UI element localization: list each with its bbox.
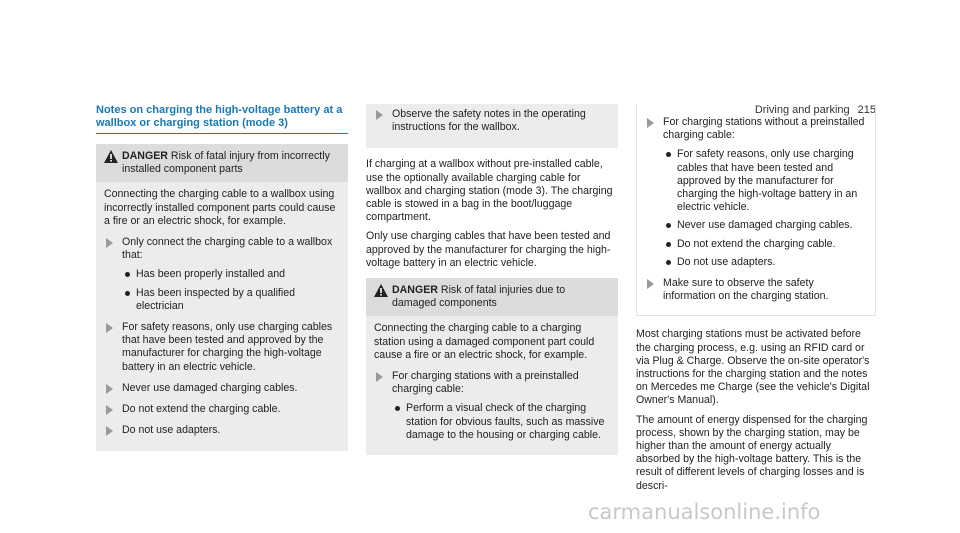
continuation-box bbox=[366, 104, 618, 148]
step-item bbox=[104, 403, 340, 416]
bullet-list bbox=[374, 402, 610, 442]
paragraph: The amount of energy dispensed for the charging process, shown by the charging station, may be higher than the amount of energy actually absorbed by the high-voltage battery. This is the result of different levels of charging losses and is descri- bbox=[636, 413, 868, 492]
arrow-icon bbox=[376, 372, 383, 382]
step-item bbox=[645, 116, 867, 142]
step-item bbox=[374, 370, 610, 396]
warning-icon bbox=[374, 284, 388, 297]
warning-icon bbox=[104, 150, 118, 163]
danger-paragraph: Connecting the charging cable to a charging station using a damaged component part could cause a fire or an electric shock, for example. bbox=[374, 322, 595, 361]
arrow-icon bbox=[106, 384, 113, 394]
paragraph: Only use charging cables that have been tested and approved by the manufacturer for charging the high-voltage battery in an electric vehicle. bbox=[366, 230, 611, 269]
title-line-1: Notes on charging the high-voltage battery at a bbox=[96, 104, 343, 116]
arrow-icon bbox=[376, 110, 383, 120]
danger-body bbox=[96, 182, 348, 451]
step-item bbox=[104, 382, 340, 395]
arrow-icon bbox=[106, 238, 113, 248]
paragraph: If charging at a wallbox without pre-installed cable, use the optionally available charging cable for wallbox and charging station (mode 3). The charging cable is stowed in a bag in the boot/luggage compartment. bbox=[366, 158, 613, 224]
column-3 bbox=[636, 104, 876, 499]
step-text: For charging stations without a preinstalled charging cable: bbox=[663, 116, 865, 142]
step-item bbox=[645, 277, 867, 303]
watermark: carmanualsonline.info bbox=[588, 500, 821, 524]
step-text: Observe the safety notes in the operating instructions for the wallbox. bbox=[392, 108, 586, 134]
list-item: Has been properly installed and bbox=[122, 268, 340, 281]
danger-text: Risk of fatal injuries due to damaged components bbox=[392, 284, 566, 310]
danger-label: DANGER bbox=[122, 150, 168, 162]
list-item: Never use damaged charging cables. bbox=[663, 219, 867, 232]
list-item: For safety reasons, only use charging cables that have been tested and approved by the manufacturer for charging the high-voltage battery in an electric vehicle. bbox=[663, 148, 867, 214]
danger-box-1 bbox=[96, 144, 348, 451]
arrow-icon bbox=[647, 118, 654, 128]
continuation-box bbox=[636, 104, 876, 316]
step-text: Do not extend the charging cable. bbox=[122, 403, 281, 416]
danger-box-2 bbox=[366, 278, 618, 455]
column-2 bbox=[366, 104, 618, 455]
step-text: Never use damaged charging cables. bbox=[122, 381, 298, 394]
list-item: Do not extend the charging cable. bbox=[663, 238, 867, 251]
danger-label: DANGER bbox=[392, 284, 438, 297]
title-line-2: wallbox or charging station (mode 3) bbox=[96, 117, 288, 129]
paragraph: Most charging stations must be activated before the charging process, e.g. using an RFID card or via Plug & Charge. Observe the on-site operator's instructions for the charging station and the notes on Mercedes me Charge (see the vehicle's Digital Owner's Manual). bbox=[636, 328, 870, 407]
step-text: For charging stations with a preinstalled charging cable: bbox=[392, 370, 579, 396]
list-item: Do not use adapters. bbox=[663, 256, 867, 269]
header-section: Driving and parking bbox=[754, 104, 850, 116]
page-number: 215 bbox=[857, 104, 876, 116]
step-item bbox=[104, 424, 340, 437]
column-1 bbox=[96, 104, 348, 451]
danger-header bbox=[366, 278, 618, 316]
list-item: Has been inspected by a qualified electrician bbox=[122, 287, 340, 313]
step-text: Make sure to observe the safety information on the charging station. bbox=[663, 277, 829, 303]
step-text: Only connect the charging cable to a wallbox that: bbox=[122, 236, 333, 262]
step-item bbox=[374, 108, 610, 134]
step-text: For safety reasons, only use charging cables that have been tested and approved by the manufacturer for charging the high-voltage battery in an electric vehicle. bbox=[122, 321, 333, 373]
step-item bbox=[104, 236, 340, 262]
arrow-icon bbox=[106, 426, 113, 436]
danger-paragraph: Connecting the charging cable to a wallbox using incorrectly installed component parts could cause a fire or an electric shock, for example. bbox=[104, 188, 336, 227]
danger-text: Risk of fatal injury from incorrectly installed component parts bbox=[122, 150, 330, 176]
step-item bbox=[104, 321, 340, 374]
bullet-list bbox=[645, 148, 867, 269]
arrow-icon bbox=[106, 323, 113, 333]
arrow-icon bbox=[106, 405, 113, 415]
section-title bbox=[96, 104, 348, 134]
danger-header bbox=[96, 144, 348, 182]
arrow-icon bbox=[647, 279, 654, 289]
bullet-list bbox=[104, 268, 340, 313]
danger-body bbox=[366, 316, 618, 455]
list-item: Perform a visual check of the charging station for obvious faults, such as massive damage to the housing or charging cable. bbox=[392, 402, 610, 442]
step-text: Do not use adapters. bbox=[122, 424, 221, 437]
